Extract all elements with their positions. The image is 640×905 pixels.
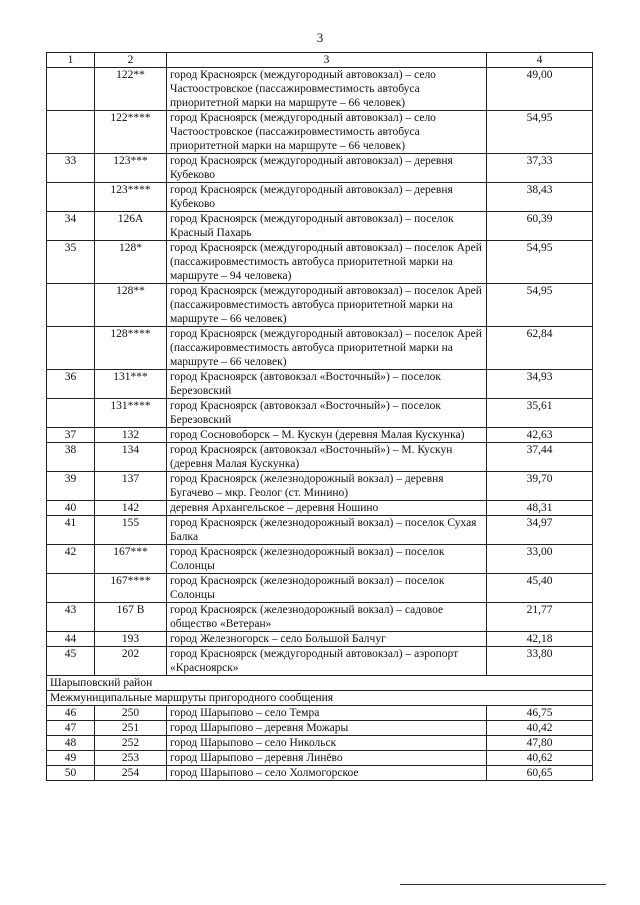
route-price: 48,31 bbox=[487, 501, 593, 516]
table-row bbox=[47, 545, 593, 574]
route-code: 131*** bbox=[95, 370, 167, 399]
row-number bbox=[47, 327, 95, 370]
route-description: город Красноярск (междугородный автовокзал) – аэропорт «Красноярск» bbox=[167, 647, 487, 676]
routes-table bbox=[46, 52, 593, 781]
table-header-row bbox=[47, 53, 593, 68]
route-description: город Красноярск (междугородный автовокзал) – деревня Кубеково bbox=[167, 183, 487, 212]
route-code: 254 bbox=[95, 766, 167, 781]
route-code: 137 bbox=[95, 472, 167, 501]
route-description: город Красноярск (автовокзал «Восточный») – поселок Березовский bbox=[167, 370, 487, 399]
row-number: 47 bbox=[47, 721, 95, 736]
route-code: 252 bbox=[95, 736, 167, 751]
row-number: 37 bbox=[47, 428, 95, 443]
route-description: город Красноярск (междугородный автовокзал) – поселок Арей (пассажировместимость автобуса приоритетной марки на маршруте – 94 человека) bbox=[167, 241, 487, 284]
table-row bbox=[47, 443, 593, 472]
route-description: город Шарыпово – село Холмогорское bbox=[167, 766, 487, 781]
table-row bbox=[47, 721, 593, 736]
route-description: деревня Архангельское – деревня Ношино bbox=[167, 501, 487, 516]
table-row bbox=[47, 284, 593, 327]
route-price: 60,39 bbox=[487, 212, 593, 241]
route-description: город Шарыпово – село Никольск bbox=[167, 736, 487, 751]
route-description: город Красноярск (междугородный автовокзал) – поселок Красный Пахарь bbox=[167, 212, 487, 241]
table-row bbox=[47, 68, 593, 111]
row-number: 36 bbox=[47, 370, 95, 399]
route-description: город Железногорск – село Большой Балчуг bbox=[167, 632, 487, 647]
table-row bbox=[47, 212, 593, 241]
table-row bbox=[47, 111, 593, 154]
route-code: 126А bbox=[95, 212, 167, 241]
route-description: город Красноярск (междугородный автовокзал) – село Частоостровское (пассажировместимость автобуса приоритетной марки на маршруте – 66 человек) bbox=[167, 68, 487, 111]
route-price: 60,65 bbox=[487, 766, 593, 781]
route-code: 131**** bbox=[95, 399, 167, 428]
route-price: 38,43 bbox=[487, 183, 593, 212]
route-price: 47,80 bbox=[487, 736, 593, 751]
route-price: 34,97 bbox=[487, 516, 593, 545]
route-description: город Красноярск (железнодорожный вокзал) – поселок Сухая Балка bbox=[167, 516, 487, 545]
routes-body-sharypovo bbox=[47, 706, 593, 781]
route-code: 251 bbox=[95, 721, 167, 736]
row-number: 50 bbox=[47, 766, 95, 781]
route-code: 167 В bbox=[95, 603, 167, 632]
route-description: город Красноярск (автовокзал «Восточный») – поселок Березовский bbox=[167, 399, 487, 428]
table-row bbox=[47, 736, 593, 751]
row-number: 43 bbox=[47, 603, 95, 632]
route-description: город Красноярск (железнодорожный вокзал) – деревня Бугачево – мкр. Геолог (ст. Минино) bbox=[167, 472, 487, 501]
row-number bbox=[47, 68, 95, 111]
route-price: 33,00 bbox=[487, 545, 593, 574]
column-header: 3 bbox=[167, 53, 487, 68]
table-row bbox=[47, 327, 593, 370]
table-row bbox=[47, 154, 593, 183]
row-number: 46 bbox=[47, 706, 95, 721]
row-number: 41 bbox=[47, 516, 95, 545]
table-row bbox=[47, 632, 593, 647]
row-number: 35 bbox=[47, 241, 95, 284]
table-row bbox=[47, 647, 593, 676]
table-row bbox=[47, 501, 593, 516]
route-description: город Сосновоборск – М. Кускун (деревня Малая Кускунка) bbox=[167, 428, 487, 443]
route-code: 142 bbox=[95, 501, 167, 516]
row-number: 34 bbox=[47, 212, 95, 241]
row-number: 48 bbox=[47, 736, 95, 751]
route-price: 34,93 bbox=[487, 370, 593, 399]
column-header: 1 bbox=[47, 53, 95, 68]
route-description: город Красноярск (железнодорожный вокзал) – поселок Солонцы bbox=[167, 574, 487, 603]
section-headers bbox=[47, 676, 593, 706]
route-description: город Шарыпово – село Темра bbox=[167, 706, 487, 721]
route-code: 123**** bbox=[95, 183, 167, 212]
route-description: город Шарыпово – деревня Можары bbox=[167, 721, 487, 736]
row-number: 44 bbox=[47, 632, 95, 647]
table-row bbox=[47, 370, 593, 399]
route-description: город Красноярск (междугородный автовокзал) – село Частоостровское (пассажировместимость автобуса приоритетной марки на маршруте – 66 человек) bbox=[167, 111, 487, 154]
column-header: 4 bbox=[487, 53, 593, 68]
table-row bbox=[47, 751, 593, 766]
route-code: 122** bbox=[95, 68, 167, 111]
route-code: 122**** bbox=[95, 111, 167, 154]
route-code: 132 bbox=[95, 428, 167, 443]
route-price: 42,18 bbox=[487, 632, 593, 647]
row-number bbox=[47, 111, 95, 154]
route-price: 62,84 bbox=[487, 327, 593, 370]
section-row bbox=[47, 691, 593, 706]
route-code: 253 bbox=[95, 751, 167, 766]
route-code: 128**** bbox=[95, 327, 167, 370]
section-row bbox=[47, 676, 593, 691]
table-row bbox=[47, 472, 593, 501]
routes-body-krasnoyarsk bbox=[47, 68, 593, 676]
route-price: 54,95 bbox=[487, 284, 593, 327]
route-code: 167**** bbox=[95, 574, 167, 603]
route-price: 46,75 bbox=[487, 706, 593, 721]
route-code: 202 bbox=[95, 647, 167, 676]
row-number: 42 bbox=[47, 545, 95, 574]
route-description: город Красноярск (автовокзал «Восточный») – М. Кускун (деревня Малая Кускунка) bbox=[167, 443, 487, 472]
table-row bbox=[47, 603, 593, 632]
route-price: 49,00 bbox=[487, 68, 593, 111]
route-price: 40,42 bbox=[487, 721, 593, 736]
route-price: 42,63 bbox=[487, 428, 593, 443]
route-group-title: Межмуниципальные маршруты пригородного сообщения bbox=[47, 691, 593, 706]
table-row bbox=[47, 706, 593, 721]
route-code: 123*** bbox=[95, 154, 167, 183]
route-price: 54,95 bbox=[487, 241, 593, 284]
table-row bbox=[47, 399, 593, 428]
route-price: 54,95 bbox=[487, 111, 593, 154]
route-code: 167*** bbox=[95, 545, 167, 574]
route-description: город Красноярск (междугородный автовокзал) – деревня Кубеково bbox=[167, 154, 487, 183]
district-title: Шарыповский район bbox=[47, 676, 593, 691]
row-number: 38 bbox=[47, 443, 95, 472]
page-number: 3 bbox=[316, 30, 324, 45]
row-number: 49 bbox=[47, 751, 95, 766]
row-number bbox=[47, 284, 95, 327]
column-header: 2 bbox=[95, 53, 167, 68]
row-number: 33 bbox=[47, 154, 95, 183]
table-row bbox=[47, 183, 593, 212]
route-price: 33,80 bbox=[487, 647, 593, 676]
row-number bbox=[47, 399, 95, 428]
route-price: 39,70 bbox=[487, 472, 593, 501]
footer-rule bbox=[400, 884, 606, 885]
route-code: 250 bbox=[95, 706, 167, 721]
table-row bbox=[47, 241, 593, 284]
row-number bbox=[47, 574, 95, 603]
route-price: 40,62 bbox=[487, 751, 593, 766]
route-code: 155 bbox=[95, 516, 167, 545]
route-code: 193 bbox=[95, 632, 167, 647]
route-price: 21,77 bbox=[487, 603, 593, 632]
row-number: 45 bbox=[47, 647, 95, 676]
route-description: город Красноярск (междугородный автовокзал) – поселок Арей (пассажировместимость автобуса приоритетной марки на маршруте – 66 человек) bbox=[167, 284, 487, 327]
table-row bbox=[47, 428, 593, 443]
route-description: город Красноярск (железнодорожный вокзал) – поселок Солонцы bbox=[167, 545, 487, 574]
route-code: 128* bbox=[95, 241, 167, 284]
route-price: 45,40 bbox=[487, 574, 593, 603]
table-row bbox=[47, 766, 593, 781]
table-row bbox=[47, 574, 593, 603]
row-number: 40 bbox=[47, 501, 95, 516]
route-description: город Красноярск (междугородный автовокзал) – поселок Арей (пассажировместимость автобуса приоритетной марки на маршруте – 66 человек) bbox=[167, 327, 487, 370]
route-description: город Шарыпово – деревня Линёво bbox=[167, 751, 487, 766]
route-code: 128** bbox=[95, 284, 167, 327]
row-number bbox=[47, 183, 95, 212]
route-price: 37,44 bbox=[487, 443, 593, 472]
route-description: город Красноярск (железнодорожный вокзал) – садовое общество «Ветеран» bbox=[167, 603, 487, 632]
row-number: 39 bbox=[47, 472, 95, 501]
route-code: 134 bbox=[95, 443, 167, 472]
route-price: 35,61 bbox=[487, 399, 593, 428]
route-price: 37,33 bbox=[487, 154, 593, 183]
table-row bbox=[47, 516, 593, 545]
